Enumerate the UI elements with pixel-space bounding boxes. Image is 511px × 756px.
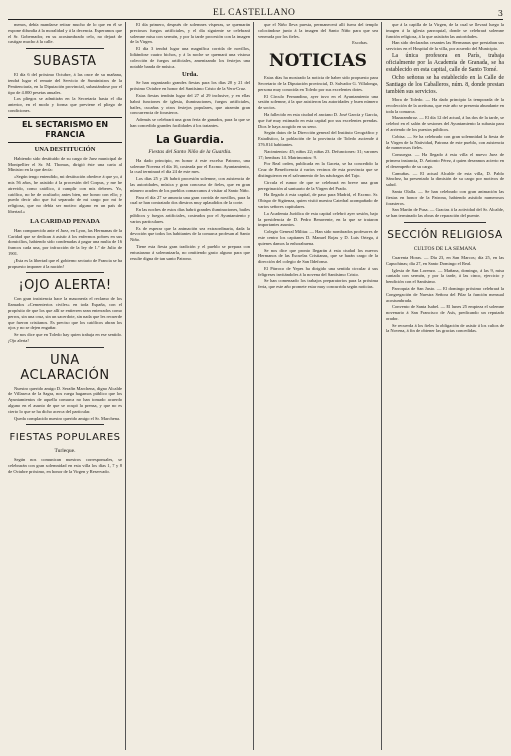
news-item: La Academia Jurídica de esta capital celebró ayer sesión, bajo la presidencia de D. Pedro Benavente, en la que se trataron importantes asuntos. bbox=[258, 210, 378, 228]
article-text: Se recuerda á los fieles la obligación de asistir á los cultos de la Novena, á fin de obtener las gracias concedidas. bbox=[386, 322, 504, 334]
article-text: que el Niño lleva puesta, permanecerá allí fuera del templo colocándose junto á la imagen del Santo Niño para que sea venerada por los fieles. bbox=[258, 22, 378, 39]
article-text: «Según tengo entendido, mi destitución obedece á que yo, á mis 56 años, he asistido á la procesión del Corpus, y me he atrevido, como católico, á cumplir con mis deberes. Yo, católico, no he de ocultarlo; antes bien, me honro con ello; y puedo decir alto que fuí separado de mi cargo por mi fe religiosa, que no debía ser motivo alguno en un país de libertad.» bbox=[8, 174, 122, 214]
news-item: Consuegra. — Ha llegado á esta villa el nuevo Juez de primera instancia, D. Antonio Pérez, á quien deseamos acierto en el desempeño de su cargo. bbox=[386, 152, 504, 169]
headline-aclaracion: UNA ACLARACIÓN bbox=[20, 352, 110, 383]
news-item: Cobisa. — Se ha celebrado con gran solemnidad la fiesta de la Virgen de la Natividad, Patrona de este pueblo, con asistencia de numerosos fieles. bbox=[386, 133, 504, 151]
announcement-text: La única profesora en París, trabaja oficialmente por la Academia de Granada, se ha establecido en esta capital, calle de Santo Tomé. bbox=[386, 52, 504, 73]
news-item: Santa Olalla. — Se han celebrado con gran animación las fiestas en honor de la Patrona, habiendo asistido numerosos forasteros. bbox=[386, 188, 504, 206]
subheadline-cultos: CULTOS DE LA SEMANA bbox=[413, 245, 477, 252]
separator bbox=[26, 424, 104, 425]
headline-fiestas-populares: FIESTAS POPULARES bbox=[9, 432, 121, 444]
article-text: Han comparecido ante el Juez, en Lyon, las Hermanas de la Caridad que se dedican á asistir á los enfermos pobres en sus domicilios, habiendo sido condenadas á pagar una multa de 16 francos cada una, por infracción de la ley de 1.º de Julio de 1901. bbox=[8, 227, 122, 256]
headline-sectarismo: EL SECTARISMO EN FRANCIA bbox=[21, 119, 109, 139]
article-text: Cuarenta Horas. — Día 23, en San Marcos; día 25, en las Capuchinas; día 27, en Santo Domingo el Real. bbox=[386, 254, 504, 266]
column-2 bbox=[130, 22, 250, 750]
article-text: El día primero, después de solemnes vísperas, se quemarán preciosos fuegos artificiales, y el día siguiente se celebrará solemne misa con sermón, y por la tarde procesión con la imagen de la Virgen. bbox=[130, 22, 250, 45]
column-4 bbox=[386, 22, 504, 750]
article-text: Iglesia de San Lorenzo. — Mañana, domingo, á las 9, misa cantada con sermón, y por la tarde, á las cinco, ejercicio y bendición con el Santísimo. bbox=[386, 267, 504, 285]
news-item: El Párroco de Yepes ha dirigido una sentida circular á sus feligreses invitándoles á la novena del Santísimo Cristo. bbox=[258, 265, 378, 277]
subheadline-destitucion: UNA DESTITUCIÓN bbox=[34, 145, 96, 153]
article-text: Estas fiestas tendrán lugar del 27 al 29 inclusive, y en ellas habrá funciones de iglesia, iluminaciones, fuegos artificiales, bailes, cucañas y otros festejos populares, que atraerán gran concurrencia de forasteros. bbox=[130, 92, 250, 116]
article-text: Se nos dice que en Toledo hay quien trabaja en ese sentido. ¡Ojo alerta! bbox=[8, 332, 122, 343]
headline-noticias: NOTICIAS bbox=[269, 51, 367, 72]
headline-subasta: SUBASTA bbox=[33, 54, 97, 70]
column-rule bbox=[381, 22, 382, 750]
headline-box bbox=[8, 117, 122, 143]
article-text: Para el día 27 se anuncia una gran corrida de novillos, para la cual se han contratado dos diestros muy aplaudidos de la corte. bbox=[130, 194, 250, 206]
article-text: Queda complacido nuestro querido amigo el Sr. Marchena. bbox=[14, 415, 121, 421]
article-text: Los días 25 y 26 habrá procesión solemne, con asistencia de las autoridades, música y gran concurso de fieles, que en gran número acuden de los pueblos comarcanos á visitar al Santo Niño. bbox=[130, 176, 250, 193]
article-text: Ha dado principio, en honor á este excelso Patrono, una solemne Novena el día 16, costeada por el Excmo. Ayuntamiento, la cual terminará el día 24 de este mes. bbox=[130, 157, 250, 175]
headline-ojo-alerta: ¡OJO ALERTA! bbox=[18, 278, 112, 294]
newspaper-title: EL CASTELLANO bbox=[213, 8, 296, 18]
subheadline-turleque: Turleque. bbox=[54, 448, 76, 455]
article-text: Han sido declaradas cesantes las Hermanas que prestaban sus servicios en el Hospital de la villa, por acuerdo del Municipio. bbox=[386, 40, 504, 52]
separator bbox=[26, 48, 104, 49]
news-item: Se han comenzado los trabajos preparatorios para la próxima feria, que este año promete estar muy concurrida según noticias. bbox=[258, 278, 378, 290]
article-text: Según nos comunican nuestros corresponsales, se celebrarán con gran solemnidad en esta villa los días 1, 7 y 8 de Octubre próximo, en honor de la Virgen y Reservado. bbox=[8, 457, 122, 475]
news-item: Mazarambroz. — El día 12 del actual, á las dos de la tarde, se celebró en el salón de sesiones del Ayuntamiento la subasta para el arriendo de los puestos públicos. bbox=[386, 115, 504, 132]
news-item: Colegio General Militar. — Han sido nombrados profesores de este centro los capitanes D. Manuel Rojas y D. Luis Ortega, á quienes damos la enhorabuena. bbox=[258, 229, 378, 246]
article-text: El día 3 tendrá lugar una magnífica corrida de novillos, lidiándose cuatro bichos, y á la noche se quemará una vistosa colección de fuegos artificiales, amenizando los festejos una notable banda de música. bbox=[130, 46, 250, 69]
signature: Escobas. bbox=[352, 40, 368, 46]
article-text: Parroquia de San Justo. — El domingo próximo celebrará la Congregación de Nuestra Señora del Pilar la función mensual acostumbrada. bbox=[386, 285, 504, 303]
article-text: Tiene esta fiesta gran tradición y el pueblo se prepara con entusiasmo á solemnizarla, no omitiendo gasto alguno para que resulte digna de tan santo Patrono. bbox=[130, 243, 250, 261]
article-text: Habiendo sido destituído de su cargo de Juez municipal de Montpellier el Sr. M. Thomas, dirigió éste una carta al Ministro en la que decía: bbox=[8, 155, 122, 173]
article-text: que á la capilla de la Virgen, de la cual se llevará luego la imagen á la iglesia parroquial, donde se celebrará solemne función religiosa, á la que asistirán las autoridades. bbox=[386, 22, 504, 39]
article-text: En las noches de estos días habrá grandes iluminaciones, bailes públicos y fuegos artificiales, costeados por el Ayuntamiento y varios particulares. bbox=[130, 207, 250, 224]
page-header bbox=[8, 4, 503, 20]
news-item: Camuñas. — El actual Alcalde de esta villa, D. Pablo Sánchez, ha presentado la dimisión de su cargo por motivos de salud. bbox=[386, 170, 504, 188]
news-item: San Martín de Pusa. — Gracias á la actividad del Sr. Alcalde, se han terminado las obras de reparación del puente. bbox=[386, 207, 504, 219]
news-item: Mora de Toledo. — Ha dado principio la temporada de la recolección de la aceituna, que este año se presenta abundante en toda la comarca. bbox=[386, 96, 504, 114]
subheadline-urda: Urda. bbox=[181, 71, 199, 79]
news-item: Ha llegado á esta capital, de paso para Madrid, el Excmo. Sr. Obispo de Sigüenza, quien visitó nuestra Catedral acompañado de varios señores capitulares. bbox=[258, 192, 378, 209]
subheadline-caridad: LA CARIDAD PENADA bbox=[30, 217, 100, 225]
news-item: Según datos de la Dirección general del Instituto Geográfico y Estadístico, la población de la provincia de Toledo asciende á 376.814 habitantes. bbox=[258, 130, 378, 147]
separator bbox=[26, 272, 104, 273]
separator bbox=[404, 222, 486, 223]
news-item: El Círculo Fernandino, ayer tuvo en el Ayuntamiento una sesión solemne, á la que asistieron las autoridades y buen número de socios. bbox=[258, 93, 378, 111]
column-3 bbox=[258, 22, 378, 750]
subheadline-fiestas-santo-nino: Fiestas del Santo Niño de la Guardia. bbox=[148, 148, 232, 155]
article-text: Con gran insistencia hace la masonería el reclamo de los llamados «Cementerios civiles» en toda España, con el propósito de que los que allí se entierren sean enterrados como perros, sin una cruz, sin un sacerdote, sin nada que les recuerde que fueron cristianos. Es preciso que los católicos abran los ojos y no se dejen engañar. bbox=[8, 296, 122, 331]
article-text: Se han organizado grandes fiestas para los días 20 y 21 del próximo Octubre en honor del Santísimo Cristo de la Vera-Cruz. bbox=[130, 80, 250, 92]
news-item: Estas días ha mostrado la noticia de haber sido propuesto para Secretario de la Diputación provincial, D. Salvador G. Villalonga, persona muy conocida en Toledo por sus excelentes dotes. bbox=[258, 75, 378, 92]
announcement-text: Ocho señoras se ha establecido en la Calle de Santiago de los Caballeros, núm. 8, donde prestan también sus servicios. bbox=[386, 74, 504, 95]
article-text: Los pliegos se admitirán en la Secretaría hasta el día anterior, en el modo y forma que previene el pliego de condiciones. bbox=[8, 96, 122, 113]
separator bbox=[26, 347, 104, 348]
column-rule bbox=[125, 22, 126, 750]
article-text: Además se celebrará una gran feria de ganados, para la que se han concedido grandes facilidades á los tratantes. bbox=[130, 117, 250, 128]
news-item: Ha fallecido en esta ciudad el anciano D. José García y García, que fué muy estimado en esta capital por sus excelentes prendas. Dios le haya acogido en su seno. bbox=[258, 111, 378, 129]
article-text: Convento de Santa Isabel. — El lunes 25 empieza el solemne novenario á San Francisco de Asís, predicando un reputado orador. bbox=[386, 304, 504, 321]
article-text: El día 6 del próximo Octubre, á las once de su mañana, tendrá lugar el remate del Servicio de Suministros de la Penitenciaría, en la Diputación provincial, subastándose por el tipo de 4.000 pesetas anuales. bbox=[8, 72, 122, 95]
article-text: menos, debía mandarse retirar mucho de lo que en él se expone difundía á la moralidad y á la decencia. Esperamos que el Sr. Gobernador, en su acostumbrado celo, no dejará de castigar mucho á la calle. bbox=[8, 22, 122, 45]
news-item: Nacimientos: 45; niños 22; niñas 23. Defunciones: 31; varones 17; hembras 14. Matrimonios: 9. bbox=[258, 148, 378, 160]
news-item: Se nos dice que pronto llegarán á esta ciudad los nuevos Hermanos de las Escuelas Cristianas, que se harán cargo de la dirección del colegio de San Ildefonso. bbox=[258, 247, 378, 265]
article-text: Nuestro querido amigo D. Serafín Marchena, digno Alcalde de Villaseca de la Sagra, nos ruega hagamos público que los Ayuntamientos de aquella comarca no han tomado acuerdo alguno en el asunto de que se ocupó la prensa, y que no es cierto lo que se ha dicho acerca del particular. bbox=[8, 385, 122, 414]
header-spacer bbox=[8, 9, 11, 18]
column-rule bbox=[253, 22, 254, 750]
headline-la-guardia: La Guardia. bbox=[156, 133, 224, 146]
article-text: Es de esperar que la animación sea extraordinaria, dada la devoción que todos los habitantes de la comarca profesan al Santo Niño. bbox=[130, 225, 250, 243]
page-number: 3 bbox=[497, 9, 503, 18]
news-item: Por Real orden, publicada en la Gaceta, se ha concedido la Cruz de Beneficencia á varios vecinos de esta provincia que se distinguieron en el salvamento de los náufragos del Tajo. bbox=[258, 161, 378, 178]
article-text: ¡Esta es la libertad que el gobierno sectario de Francia se ha propuesto imponer á la nación! bbox=[8, 257, 122, 269]
headline-seccion-religiosa: SECCIÓN RELIGIOSA bbox=[387, 228, 503, 241]
column-1 bbox=[8, 22, 122, 750]
news-item: Circula el rumor de que se celebrará en breve una gran peregrinación al santuario de la Virgen del Prado. bbox=[258, 179, 378, 191]
